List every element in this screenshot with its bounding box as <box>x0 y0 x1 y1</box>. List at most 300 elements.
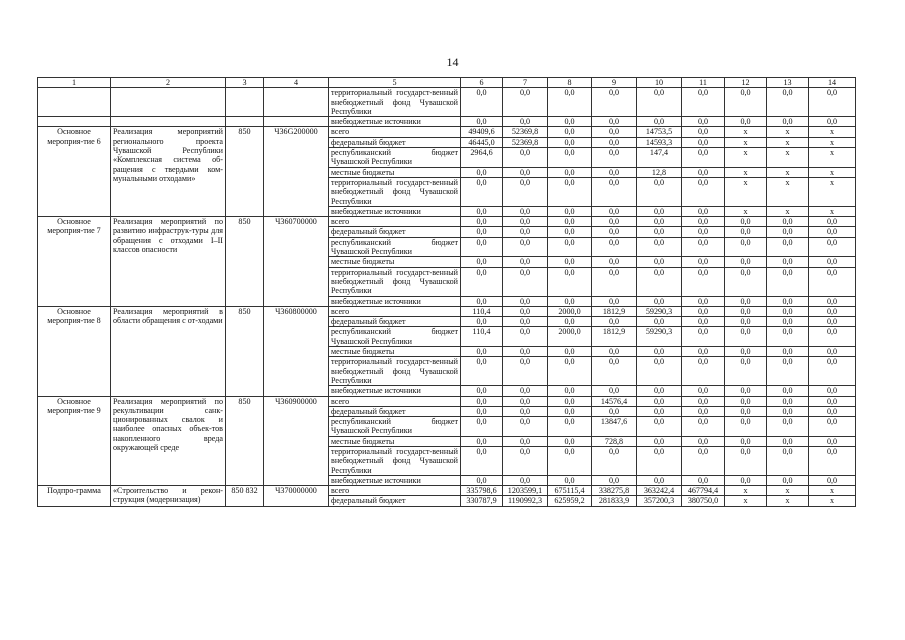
value-cell: 0,0 <box>548 296 592 306</box>
value-cell: 0,0 <box>637 317 682 327</box>
value-cell: 0,0 <box>461 117 503 127</box>
value-cell: 0,0 <box>548 257 592 267</box>
value-cell: 0,0 <box>592 206 637 216</box>
value-cell: 0,0 <box>682 475 725 485</box>
funding-source-cell: всего <box>329 306 461 316</box>
description-cell: «Строительство и рекон-струкция (модернизация) <box>111 486 226 507</box>
value-cell: 14576,4 <box>592 396 637 406</box>
value-cell: 0,0 <box>592 317 637 327</box>
value-cell: 0,0 <box>682 117 725 127</box>
value-cell: 338275,8 <box>592 486 637 496</box>
value-cell: 0,0 <box>809 386 856 396</box>
column-number: 3 <box>226 78 264 88</box>
funding-source-cell: территориальный государст-венный внебюджетный фонд Чувашской Республики <box>329 267 461 296</box>
column-number: 8 <box>548 78 592 88</box>
value-cell: 0,0 <box>461 357 503 386</box>
funding-source-cell: местные бюджеты <box>329 167 461 177</box>
value-cell: 0,0 <box>809 296 856 306</box>
value-cell: 0,0 <box>503 206 548 216</box>
description-cell: Реализация мероприятий по развитию инфраструк-туры для обращения с отходами I–II классов опасности <box>111 217 226 307</box>
value-cell: 0,0 <box>461 237 503 257</box>
funding-source-cell: федеральный бюджет <box>329 496 461 506</box>
value-cell: 0,0 <box>725 217 767 227</box>
value-cell: 0,0 <box>503 406 548 416</box>
value-cell: 0,0 <box>809 406 856 416</box>
value-cell: 0,0 <box>548 446 592 475</box>
value-cell: 0,0 <box>682 317 725 327</box>
value-cell: x <box>725 167 767 177</box>
value-cell: 728,8 <box>592 436 637 446</box>
value-cell: 0,0 <box>503 88 548 117</box>
description-cell: Реализация мероприятий по рекультивации санк-ционированных свалок и наиболее опасных объек-тов накопленного вреда окружающей среде <box>111 396 226 486</box>
value-cell: 0,0 <box>548 217 592 227</box>
value-cell: 0,0 <box>809 446 856 475</box>
value-cell: 0,0 <box>503 417 548 437</box>
value-cell: 0,0 <box>682 417 725 437</box>
funding-source-cell: местные бюджеты <box>329 436 461 446</box>
column-number: 10 <box>637 78 682 88</box>
value-cell: 0,0 <box>682 436 725 446</box>
value-cell: x <box>767 127 809 137</box>
funding-source-cell: внебюджетные источники <box>329 386 461 396</box>
value-cell: 0,0 <box>503 296 548 306</box>
value-cell: 0,0 <box>637 206 682 216</box>
column-number: 5 <box>329 78 461 88</box>
value-cell: 0,0 <box>503 327 548 347</box>
value-cell: x <box>767 148 809 168</box>
value-cell: 14753,5 <box>637 127 682 137</box>
value-cell: 0,0 <box>809 475 856 485</box>
value-cell: 281833,9 <box>592 496 637 506</box>
budget-code-cell: Ч360900000 <box>264 396 329 486</box>
value-cell: 0,0 <box>548 88 592 117</box>
value-cell: 2000,0 <box>548 327 592 347</box>
value-cell: 0,0 <box>503 306 548 316</box>
value-cell: 0,0 <box>725 396 767 406</box>
value-cell: 0,0 <box>637 88 682 117</box>
funding-source-cell: всего <box>329 486 461 496</box>
value-cell: 0,0 <box>461 446 503 475</box>
responsible-code-cell <box>226 117 264 127</box>
column-number-row <box>38 78 856 88</box>
table-row <box>38 396 856 406</box>
value-cell: 0,0 <box>548 347 592 357</box>
column-number: 1 <box>38 78 111 88</box>
value-cell: 0,0 <box>767 347 809 357</box>
table-row <box>38 117 856 127</box>
value-cell: 0,0 <box>548 227 592 237</box>
value-cell: 0,0 <box>503 317 548 327</box>
column-number: 2 <box>111 78 226 88</box>
funding-source-cell: внебюджетные источники <box>329 475 461 485</box>
value-cell: 0,0 <box>592 227 637 237</box>
value-cell: 0,0 <box>725 436 767 446</box>
value-cell: 0,0 <box>767 436 809 446</box>
value-cell: x <box>725 486 767 496</box>
value-cell: x <box>767 486 809 496</box>
value-cell: 0,0 <box>682 267 725 296</box>
value-cell: 0,0 <box>682 88 725 117</box>
value-cell: 2964,6 <box>461 148 503 168</box>
column-number: 6 <box>461 78 503 88</box>
value-cell: 0,0 <box>461 386 503 396</box>
value-cell: 0,0 <box>767 317 809 327</box>
value-cell: x <box>767 206 809 216</box>
value-cell: 0,0 <box>637 406 682 416</box>
value-cell: 0,0 <box>592 117 637 127</box>
value-cell: 0,0 <box>767 227 809 237</box>
funding-source-cell: территориальный государст-венный внебюджетный фонд Чувашской Республики <box>329 177 461 206</box>
value-cell: 0,0 <box>725 306 767 316</box>
value-cell: 0,0 <box>548 417 592 437</box>
value-cell: 0,0 <box>682 177 725 206</box>
value-cell: 0,0 <box>548 167 592 177</box>
value-cell: 0,0 <box>809 436 856 446</box>
column-number: 7 <box>503 78 548 88</box>
value-cell: 0,0 <box>503 267 548 296</box>
value-cell: 1190992,3 <box>503 496 548 506</box>
value-cell: x <box>725 496 767 506</box>
value-cell: 0,0 <box>592 446 637 475</box>
value-cell: 0,0 <box>725 406 767 416</box>
value-cell: 0,0 <box>682 296 725 306</box>
funding-source-cell: федеральный бюджет <box>329 406 461 416</box>
value-cell: 0,0 <box>461 217 503 227</box>
value-cell: 0,0 <box>461 227 503 237</box>
value-cell: 675115,4 <box>548 486 592 496</box>
value-cell: 0,0 <box>637 475 682 485</box>
measure-cell <box>38 117 111 127</box>
funding-source-cell: федеральный бюджет <box>329 317 461 327</box>
value-cell: 0,0 <box>809 88 856 117</box>
funding-source-cell: федеральный бюджет <box>329 137 461 147</box>
funding-source-cell: республиканский бюджет Чувашской Республики <box>329 417 461 437</box>
column-number: 14 <box>809 78 856 88</box>
funding-source-cell: республиканский бюджет Чувашской Республики <box>329 148 461 168</box>
value-cell: x <box>809 206 856 216</box>
value-cell: 0,0 <box>809 237 856 257</box>
value-cell: x <box>725 177 767 206</box>
responsible-code-cell <box>226 88 264 117</box>
value-cell: 0,0 <box>503 347 548 357</box>
value-cell: x <box>725 127 767 137</box>
value-cell: 0,0 <box>725 117 767 127</box>
value-cell: 0,0 <box>503 475 548 485</box>
funding-source-cell: местные бюджеты <box>329 347 461 357</box>
budget-code-cell: Ч370000000 <box>264 486 329 507</box>
value-cell: 0,0 <box>767 475 809 485</box>
value-cell: 0,0 <box>725 296 767 306</box>
value-cell: 0,0 <box>637 237 682 257</box>
funding-source-cell: территориальный государст-венный внебюджетный фонд Чувашской Республики <box>329 446 461 475</box>
value-cell: 0,0 <box>503 177 548 206</box>
value-cell: 0,0 <box>725 446 767 475</box>
value-cell: 0,0 <box>548 267 592 296</box>
value-cell: 0,0 <box>637 417 682 437</box>
value-cell: 0,0 <box>461 167 503 177</box>
value-cell: 0,0 <box>637 117 682 127</box>
value-cell: 52369,8 <box>503 127 548 137</box>
column-number: 13 <box>767 78 809 88</box>
value-cell: 0,0 <box>682 217 725 227</box>
responsible-code-cell: 850 <box>226 217 264 307</box>
responsible-code-cell: 850 <box>226 396 264 486</box>
value-cell: 0,0 <box>682 386 725 396</box>
value-cell: 0,0 <box>767 327 809 347</box>
value-cell: 0,0 <box>592 357 637 386</box>
value-cell: 0,0 <box>637 347 682 357</box>
responsible-code-cell: 850 <box>226 306 264 396</box>
value-cell: 0,0 <box>725 257 767 267</box>
value-cell: 0,0 <box>682 167 725 177</box>
budget-table <box>37 77 856 507</box>
value-cell: 0,0 <box>503 117 548 127</box>
value-cell: 0,0 <box>767 117 809 127</box>
value-cell: 0,0 <box>503 446 548 475</box>
value-cell: 0,0 <box>548 396 592 406</box>
value-cell: x <box>767 137 809 147</box>
description-cell <box>111 88 226 117</box>
value-cell: 0,0 <box>461 347 503 357</box>
column-number: 4 <box>264 78 329 88</box>
value-cell: 13847,6 <box>592 417 637 437</box>
value-cell: 0,0 <box>548 475 592 485</box>
value-cell: 0,0 <box>592 347 637 357</box>
value-cell: 0,0 <box>637 296 682 306</box>
value-cell: 0,0 <box>682 237 725 257</box>
description-cell: Реализация мероприятий в области обращения с от-ходами <box>111 306 226 396</box>
value-cell: 0,0 <box>548 237 592 257</box>
funding-source-cell: территориальный государст-венный внебюджетный фонд Чувашской Республики <box>329 357 461 386</box>
value-cell: 0,0 <box>503 237 548 257</box>
value-cell: 0,0 <box>461 296 503 306</box>
value-cell: 0,0 <box>682 446 725 475</box>
value-cell: 0,0 <box>461 267 503 296</box>
value-cell: 0,0 <box>503 357 548 386</box>
table-row <box>38 127 856 137</box>
value-cell: 380750,0 <box>682 496 725 506</box>
value-cell: x <box>725 206 767 216</box>
value-cell: 0,0 <box>682 127 725 137</box>
value-cell: 0,0 <box>725 267 767 296</box>
value-cell: 0,0 <box>809 417 856 437</box>
budget-code-cell <box>264 88 329 117</box>
value-cell: 0,0 <box>461 475 503 485</box>
funding-source-cell: всего <box>329 127 461 137</box>
value-cell: 0,0 <box>682 327 725 347</box>
value-cell: 0,0 <box>592 127 637 137</box>
funding-source-cell: внебюджетные источники <box>329 117 461 127</box>
value-cell: x <box>809 127 856 137</box>
funding-source-cell: федеральный бюджет <box>329 227 461 237</box>
value-cell: 0,0 <box>767 296 809 306</box>
value-cell: 0,0 <box>767 237 809 257</box>
value-cell: x <box>809 167 856 177</box>
value-cell: 0,0 <box>592 177 637 206</box>
value-cell: 0,0 <box>548 317 592 327</box>
value-cell: 0,0 <box>461 257 503 267</box>
page-number: 14 <box>446 55 459 69</box>
value-cell: 0,0 <box>725 386 767 396</box>
value-cell: 49409,6 <box>461 127 503 137</box>
value-cell: 0,0 <box>503 386 548 396</box>
value-cell: 0,0 <box>503 396 548 406</box>
value-cell: 0,0 <box>592 217 637 227</box>
value-cell: 0,0 <box>548 137 592 147</box>
value-cell: 0,0 <box>682 206 725 216</box>
value-cell: 1812,9 <box>592 327 637 347</box>
value-cell: x <box>809 496 856 506</box>
budget-code-cell <box>264 117 329 127</box>
measure-cell: Основное мероприя-тие 6 <box>38 127 111 217</box>
funding-source-cell: республиканский бюджет Чувашской Республики <box>329 237 461 257</box>
value-cell: 0,0 <box>767 88 809 117</box>
value-cell: 0,0 <box>725 227 767 237</box>
value-cell: 0,0 <box>767 396 809 406</box>
value-cell: 0,0 <box>548 206 592 216</box>
value-cell: 0,0 <box>461 436 503 446</box>
funding-source-cell: всего <box>329 217 461 227</box>
funding-source-cell: местные бюджеты <box>329 257 461 267</box>
value-cell: 0,0 <box>682 396 725 406</box>
value-cell: 0,0 <box>809 227 856 237</box>
value-cell: 335798,6 <box>461 486 503 496</box>
value-cell: x <box>767 496 809 506</box>
value-cell: 0,0 <box>809 357 856 386</box>
value-cell: 0,0 <box>809 317 856 327</box>
value-cell: 0,0 <box>592 296 637 306</box>
value-cell: 0,0 <box>682 357 725 386</box>
value-cell: 0,0 <box>461 396 503 406</box>
value-cell: 0,0 <box>682 257 725 267</box>
measure-cell <box>38 88 111 117</box>
value-cell: 0,0 <box>461 177 503 206</box>
funding-source-cell: внебюджетные источники <box>329 296 461 306</box>
measure-cell: Основное мероприя-тие 8 <box>38 306 111 396</box>
value-cell: 0,0 <box>592 137 637 147</box>
value-cell: 0,0 <box>637 357 682 386</box>
responsible-code-cell: 850 832 <box>226 486 264 507</box>
value-cell: 59290,3 <box>637 327 682 347</box>
value-cell: 0,0 <box>548 117 592 127</box>
value-cell: 0,0 <box>461 317 503 327</box>
value-cell: 0,0 <box>461 206 503 216</box>
value-cell: 357200,3 <box>637 496 682 506</box>
value-cell: 467794,4 <box>682 486 725 496</box>
value-cell: 0,0 <box>592 88 637 117</box>
description-cell: Реализация мероприятий регионального проекта Чувашской Республики «Комплексная система об-ращения с твердыми ком-мунальными отходами» <box>111 127 226 217</box>
measure-cell: Основное мероприя-тие 7 <box>38 217 111 307</box>
value-cell: 0,0 <box>548 386 592 396</box>
value-cell: 0,0 <box>725 357 767 386</box>
value-cell: 0,0 <box>767 217 809 227</box>
value-cell: 0,0 <box>682 148 725 168</box>
column-number: 9 <box>592 78 637 88</box>
value-cell: x <box>725 148 767 168</box>
measure-cell: Подпро-грамма <box>38 486 111 507</box>
value-cell: 0,0 <box>548 148 592 168</box>
value-cell: 0,0 <box>637 386 682 396</box>
value-cell: 0,0 <box>503 257 548 267</box>
measure-cell: Основное мероприя-тие 9 <box>38 396 111 486</box>
value-cell: 0,0 <box>767 257 809 267</box>
value-cell: 0,0 <box>592 148 637 168</box>
value-cell: 330787,9 <box>461 496 503 506</box>
value-cell: 52369,8 <box>503 137 548 147</box>
value-cell: 0,0 <box>592 257 637 267</box>
value-cell: 0,0 <box>548 357 592 386</box>
value-cell: 46445,0 <box>461 137 503 147</box>
value-cell: 0,0 <box>592 406 637 416</box>
value-cell: 0,0 <box>809 306 856 316</box>
value-cell: x <box>767 177 809 206</box>
value-cell: 0,0 <box>592 237 637 257</box>
value-cell: 0,0 <box>767 386 809 396</box>
column-number: 12 <box>725 78 767 88</box>
value-cell: 110,4 <box>461 306 503 316</box>
value-cell: 0,0 <box>592 267 637 296</box>
value-cell: 0,0 <box>809 267 856 296</box>
value-cell: 0,0 <box>725 417 767 437</box>
value-cell: 0,0 <box>637 446 682 475</box>
value-cell: 0,0 <box>809 347 856 357</box>
value-cell: 0,0 <box>461 417 503 437</box>
value-cell: 0,0 <box>637 227 682 237</box>
budget-code-cell: Ч36G200000 <box>264 127 329 217</box>
value-cell: 0,0 <box>503 167 548 177</box>
value-cell: x <box>809 137 856 147</box>
value-cell: 0,0 <box>767 357 809 386</box>
budget-code-cell: Ч360800000 <box>264 306 329 396</box>
value-cell: 59290,3 <box>637 306 682 316</box>
value-cell: 0,0 <box>809 327 856 347</box>
funding-source-cell: республиканский бюджет Чувашской Республики <box>329 327 461 347</box>
budget-code-cell: Ч360700000 <box>264 217 329 307</box>
value-cell: 0,0 <box>767 446 809 475</box>
value-cell: 0,0 <box>682 306 725 316</box>
value-cell: 363242,4 <box>637 486 682 496</box>
value-cell: 0,0 <box>637 217 682 227</box>
value-cell: 0,0 <box>725 327 767 347</box>
value-cell: 12,8 <box>637 167 682 177</box>
value-cell: 0,0 <box>767 417 809 437</box>
value-cell: 0,0 <box>682 227 725 237</box>
column-number: 11 <box>682 78 725 88</box>
value-cell: 0,0 <box>809 117 856 127</box>
value-cell: 625959,2 <box>548 496 592 506</box>
value-cell: 0,0 <box>503 148 548 168</box>
value-cell: 0,0 <box>503 436 548 446</box>
value-cell: 0,0 <box>548 177 592 206</box>
value-cell: 0,0 <box>809 396 856 406</box>
value-cell: 0,0 <box>637 257 682 267</box>
value-cell: 0,0 <box>682 137 725 147</box>
table-row <box>38 486 856 496</box>
value-cell: 0,0 <box>767 406 809 416</box>
value-cell: x <box>725 137 767 147</box>
value-cell: 0,0 <box>725 347 767 357</box>
value-cell: 0,0 <box>461 88 503 117</box>
value-cell: 0,0 <box>725 88 767 117</box>
value-cell: 147,4 <box>637 148 682 168</box>
value-cell: 0,0 <box>637 177 682 206</box>
value-cell: 14593,3 <box>637 137 682 147</box>
value-cell: 0,0 <box>767 306 809 316</box>
value-cell: 0,0 <box>637 396 682 406</box>
value-cell: 110,4 <box>461 327 503 347</box>
value-cell: 1203599,1 <box>503 486 548 496</box>
value-cell: 0,0 <box>682 347 725 357</box>
